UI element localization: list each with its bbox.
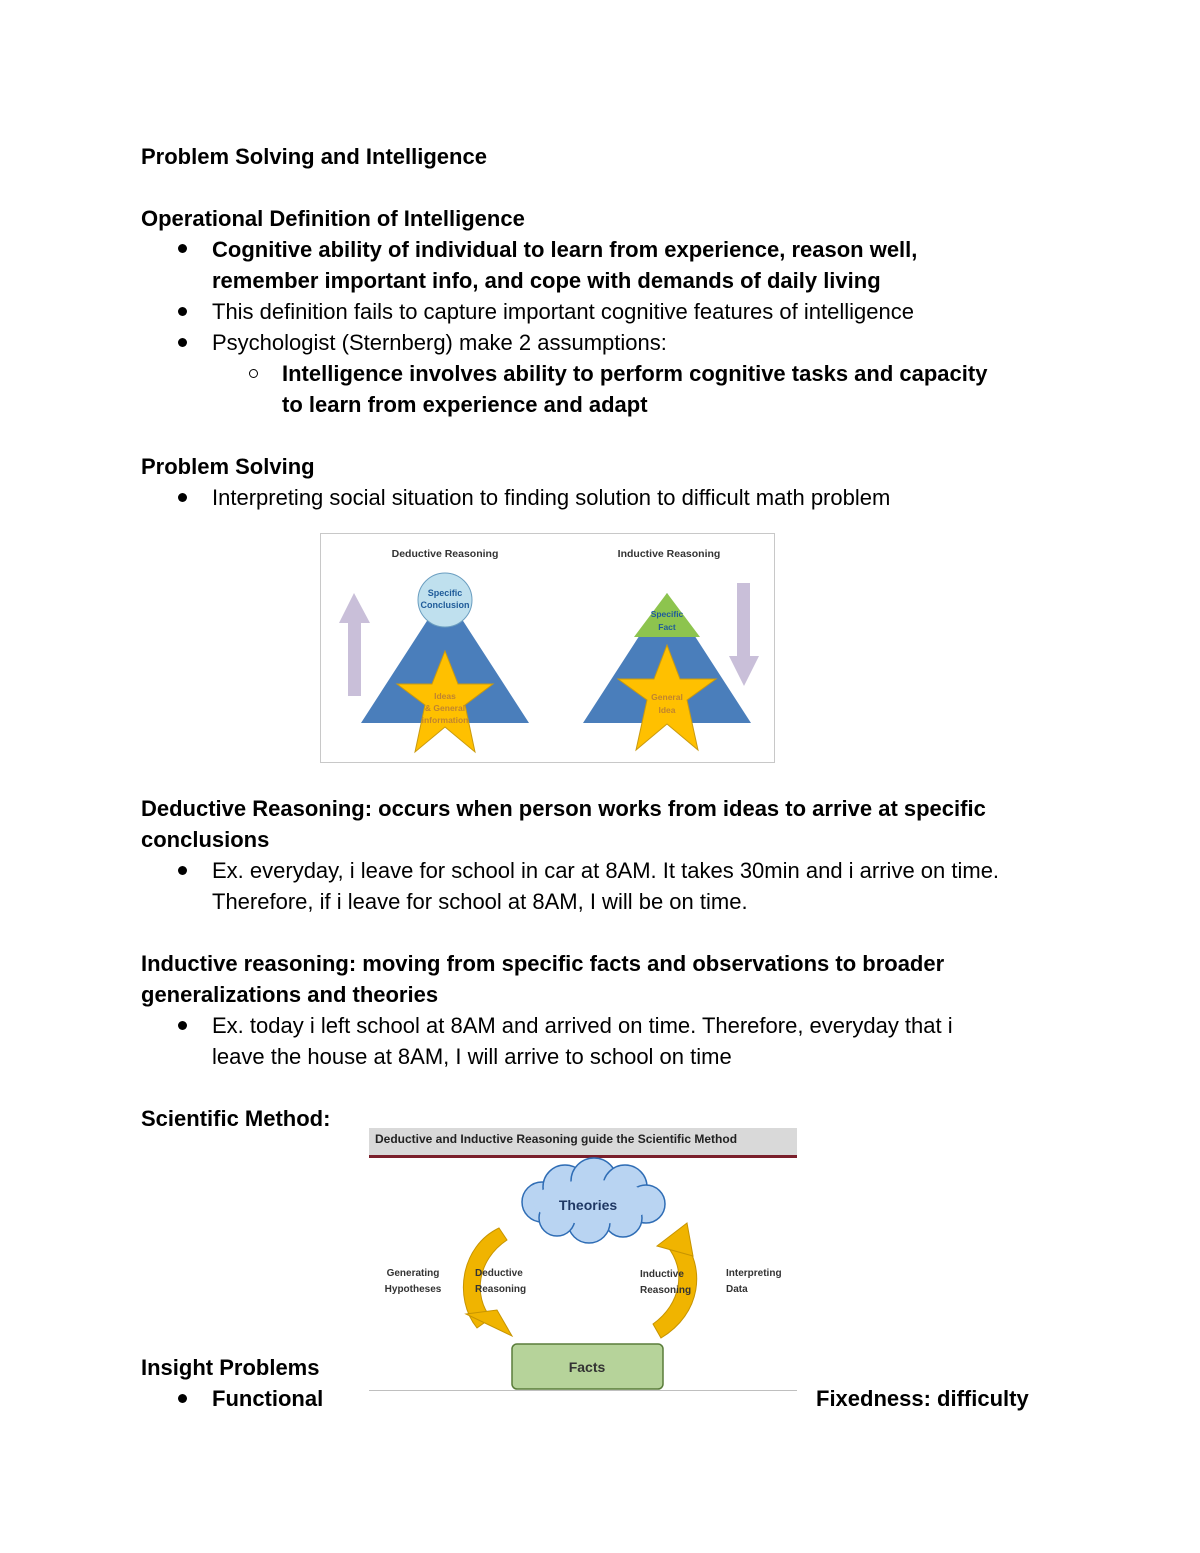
bullet-icon bbox=[178, 866, 187, 875]
section-heading-operational-definition: Operational Definition of Intelligence bbox=[141, 206, 525, 231]
deductive-title: Deductive Reasoning bbox=[391, 548, 499, 560]
bullet-icon bbox=[178, 1394, 187, 1403]
bullet-icon bbox=[178, 307, 187, 316]
figure-bottom-rule bbox=[369, 1390, 797, 1391]
theories-label: Theories bbox=[558, 1197, 618, 1213]
generating-hypotheses-label: Hypotheses bbox=[384, 1284, 442, 1295]
ideas-label: information bbox=[421, 715, 469, 725]
section-heading-deductive-continuation: conclusions bbox=[141, 827, 270, 852]
deductive-reasoning-label: Reasoning bbox=[475, 1284, 527, 1295]
ideas-label: & General bbox=[424, 703, 466, 713]
list-item-continuation: remember important info, and cope with demands of daily living bbox=[212, 268, 881, 293]
hollow-bullet-icon bbox=[249, 369, 258, 378]
interpreting-data-label: Interpreting bbox=[726, 1268, 782, 1279]
specific-fact-label: Fact bbox=[658, 622, 676, 632]
generating-hypotheses-label: Generating bbox=[386, 1268, 440, 1279]
bullet-icon bbox=[178, 244, 187, 253]
bullet-icon bbox=[178, 493, 187, 502]
deductive-reasoning-label: Deductive bbox=[475, 1268, 523, 1279]
general-idea-label: General bbox=[651, 692, 683, 702]
list-item: Ex. today i left school at 8AM and arrived on time. Therefore, everyday that i bbox=[212, 1013, 953, 1038]
inductive-reasoning-label: Reasoning bbox=[640, 1285, 692, 1296]
section-heading-deductive: Deductive Reasoning: occurs when person works from ideas to arrive at specific bbox=[141, 796, 986, 821]
specific-conclusion-label: Specific bbox=[427, 588, 463, 598]
general-idea-label: Idea bbox=[658, 705, 676, 715]
specific-fact-label: Specific bbox=[650, 609, 684, 619]
list-item: This definition fails to capture important cognitive features of intelligence bbox=[212, 299, 914, 324]
interpreting-data-label: Data bbox=[726, 1284, 748, 1295]
bullet-icon bbox=[178, 1021, 187, 1030]
list-item: Cognitive ability of individual to learn from experience, reason well, bbox=[212, 237, 918, 262]
section-heading-scientific-method: Scientific Method: bbox=[141, 1106, 331, 1131]
section-heading-problem-solving: Problem Solving bbox=[141, 454, 315, 479]
figure-border bbox=[321, 534, 775, 763]
sub-list-item-continuation: to learn from experience and adapt bbox=[282, 392, 648, 417]
list-item-continuation: leave the house at 8AM, I will arrive to school on time bbox=[212, 1044, 732, 1069]
list-item: Interpreting social situation to finding solution to difficult math problem bbox=[212, 485, 891, 510]
list-item: Psychologist (Sternberg) make 2 assumptions: bbox=[212, 330, 667, 355]
list-item: Ex. everyday, i leave for school in car at 8AM. It takes 30min and i arrive on time. bbox=[212, 858, 1000, 883]
scientific-method-figure bbox=[369, 1128, 799, 1393]
section-heading-inductive: Inductive reasoning: moving from specific facts and observations to broader bbox=[141, 951, 945, 976]
bullet-icon bbox=[178, 338, 187, 347]
ideas-label: Ideas bbox=[434, 691, 456, 701]
inductive-title: Inductive Reasoning bbox=[617, 548, 721, 560]
specific-conclusion-label: Conclusion bbox=[420, 600, 470, 610]
list-item-continuation: Therefore, if i leave for school at 8AM, I will be on time. bbox=[212, 889, 748, 914]
facts-label: Facts bbox=[568, 1359, 606, 1375]
list-item-wrapped-text: Fixedness: difficulty bbox=[816, 1386, 1029, 1411]
list-item: Functional bbox=[212, 1386, 324, 1411]
section-heading-insight-problems: Insight Problems bbox=[141, 1355, 320, 1380]
reasoning-pyramids-figure bbox=[320, 533, 776, 764]
section-heading-inductive-continuation: generalizations and theories bbox=[141, 982, 439, 1007]
page-title: Problem Solving and Intelligence bbox=[141, 144, 487, 169]
sub-list-item: Intelligence involves ability to perform cognitive tasks and capacity bbox=[282, 361, 988, 386]
figure-title: Deductive and Inductive Reasoning guide the Scientific Method bbox=[375, 1132, 738, 1146]
inductive-reasoning-label: Inductive bbox=[640, 1269, 684, 1280]
figure-title-rule bbox=[369, 1155, 797, 1158]
